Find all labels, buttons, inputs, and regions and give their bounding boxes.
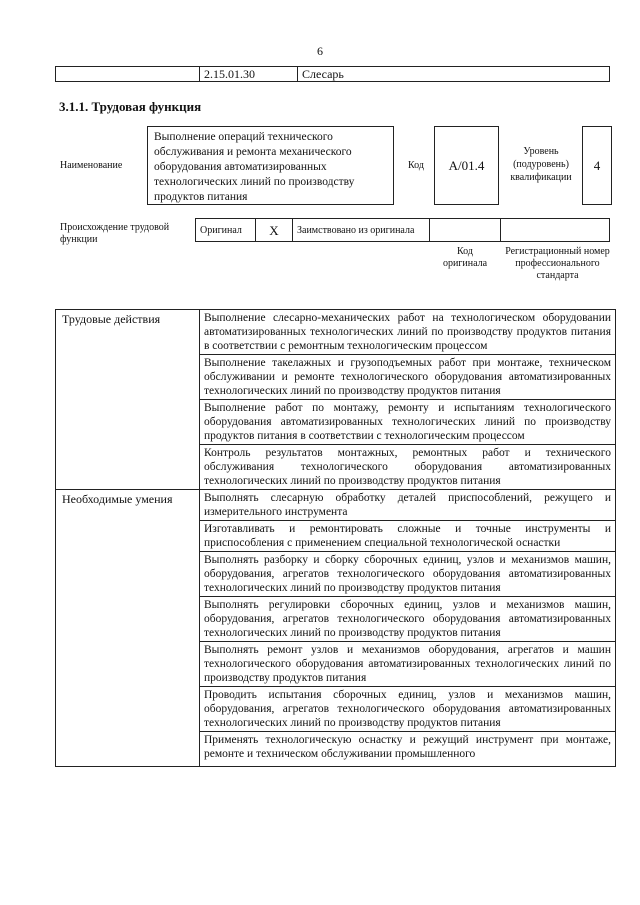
original-code-cell [430,219,501,242]
original-mark: X [256,219,293,242]
list-item: Выполнять регулировки сборочных единиц, узлов и механизмов машин, оборудования, агрегатов технологического оборудования автоматизированных технологических линий по производству продуктов питания [200,597,616,642]
labor-actions-label: Трудовые действия [56,310,200,490]
list-item: Проводить испытания сборочных единиц, узлов и механизмов машин, оборудования, агрегатов технологического оборудования автоматизированных технологических линий по производству продуктов питания [200,687,616,732]
borrowed-label: Заимствовано из оригинала [293,219,430,242]
level-label: Уровень (подуровень) квалификации [510,146,572,183]
function-code-box [434,126,499,205]
list-item: Выполнение работ по монтажу, ремонту и испытаниям технологического оборудования автоматизированных технологических линий по производству продуктов питания в соответствии с технологическим процессом [200,400,616,445]
table-row [56,310,616,355]
table-row [56,490,616,521]
reg-number-cell [501,219,610,242]
level-value: 4 [593,157,601,173]
original-code-caption: Код оригинала [442,246,488,269]
profession-name: Слесарь [298,67,610,82]
function-name: Выполнение операций технического обслуживания и ремонта механического оборудования автоматизированных технологических линий по производству продуктов питания [154,131,355,203]
name-label: Наименование [60,160,123,171]
code-label: Код [408,160,424,171]
list-item: Выполнение слесарно-механических работ на технологическом оборудовании автоматизированных технологических линий по производству продуктов питания в соответствии с ремонтным технологическим процессом [200,310,616,355]
list-item: Выполнение такелажных и грузоподъемных работ при монтаже, техническом обслуживании и ремонте технологического оборудования автоматизированных технологических линий по производству продуктов питания [200,355,616,400]
list-item: Выполнять слесарную обработку деталей приспособлений, режущего и измерительного инструмента [200,490,616,521]
function-code: A/01.4 [448,157,485,173]
page-number: 6 [317,44,323,58]
section-title: 3.1.1. Трудовая функция [59,99,202,114]
origin-label: Происхождение трудовой функции [60,222,170,245]
list-item: Изготавливать и ремонтировать сложные и точные инструменты и приспособления с применением специальной технологической оснастки [200,521,616,552]
list-item: Применять технологическую оснастку и режущий инструмент при монтаже, ремонте и техническом обслуживании промышленного [200,732,616,767]
main-table [55,309,616,767]
required-skills-label: Необходимые умения [56,490,200,767]
list-item: Контроль результатов монтажных, ремонтных работ и технического обслуживания технологического оборудования автоматизированных технологических линий по производству продуктов питания [200,445,616,490]
origin-table [195,218,610,242]
list-item: Выполнять ремонт узлов и механизмов оборудования, агрегатов и машин технологического оборудования автоматизированных технологических линий по производству продуктов питания [200,642,616,687]
header-table [55,66,610,82]
header-empty-cell [56,67,200,82]
original-label: Оригинал [196,219,256,242]
function-name-box [147,126,394,205]
list-item: Выполнять разборку и сборку сборочных единиц, узлов и механизмов машин, оборудования, агрегатов технологического оборудования автоматизированных технологических линий по производству продуктов питания [200,552,616,597]
level-box [582,126,612,205]
profession-code: 2.15.01.30 [200,67,298,82]
reg-number-caption: Регистрационный номер профессионального стандарта [505,246,610,281]
